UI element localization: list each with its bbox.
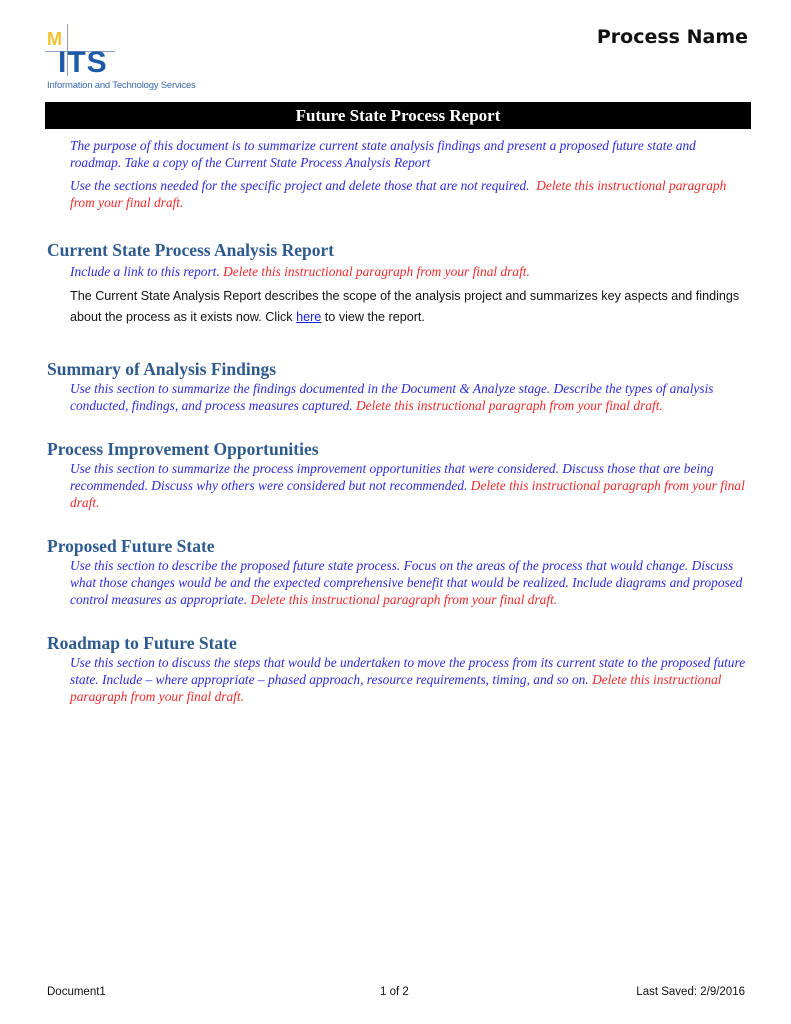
report-link[interactable]: here xyxy=(296,310,322,324)
logo-its: ITS xyxy=(58,46,108,79)
instruction-red: Delete this instructional paragraph from your final draft. xyxy=(70,672,722,704)
section-improvement-opportunities xyxy=(47,438,747,511)
its-logo xyxy=(45,24,215,94)
intro xyxy=(47,137,747,211)
section-heading: Roadmap to Future State xyxy=(47,633,237,653)
section-proposed-future-state xyxy=(47,535,747,608)
section-heading: Proposed Future State xyxy=(47,536,215,556)
instruction-blue: Use this section to summarize the findings documented in the Document & Analyze stage. Describe the types of analysis conducted, findings, and process measures captured. xyxy=(70,381,714,413)
section-instruction xyxy=(70,654,747,705)
section-instruction xyxy=(70,557,747,608)
footer-last-saved: Last Saved: 2/9/2016 xyxy=(636,986,745,998)
instruction-red: Delete this instructional paragraph from your final draft. xyxy=(223,264,530,279)
body-text: The Current State Analysis Report describes the scope of the analysis project and summarizes key aspects and findings about the process as it exists now. Click xyxy=(70,289,740,324)
section-heading: Summary of Analysis Findings xyxy=(47,359,277,379)
footer-page-number: 1 of 2 xyxy=(380,986,409,998)
section-heading: Current State Process Analysis Report xyxy=(47,240,335,260)
process-name: Process Name xyxy=(596,26,748,48)
footer-document-name: Document1 xyxy=(47,986,106,998)
logo-subtitle: Information and Technology Services xyxy=(47,80,196,91)
instruction-blue: Use this section to discuss the steps that would be undertaken to move the process from its current state to the proposed future state. Include – where appropriate – phased approach, resource requirements, timing, and so on. xyxy=(70,655,746,687)
section-instruction xyxy=(70,263,747,280)
instruction-red: Delete this instructional paragraph from your final draft. xyxy=(70,178,727,210)
instruction-blue: Use this section to summarize the process improvement opportunities that were considered. Discuss those that are being recommended. Discuss why others were considered but not recommended. xyxy=(70,461,714,493)
section-summary-findings xyxy=(47,358,747,414)
section-roadmap xyxy=(47,632,747,705)
intro-paragraph: The purpose of this document is to summarize current state analysis findings and present a proposed future state and roadmap. Take a copy of the Current State Process Analysis Report xyxy=(70,138,696,170)
section-heading: Process Improvement Opportunities xyxy=(47,439,319,459)
instruction-blue: Use this section to describe the proposed future state process. Focus on the areas of the process that would change. Discuss what those changes would be and the expected comprehensive benefit that would be realized. Include diagrams and proposed control measures as appropriate. xyxy=(70,558,743,607)
body-text: to view the report. xyxy=(321,310,425,324)
intro-instruction xyxy=(70,177,747,211)
report-title-banner: Future State Process Report xyxy=(45,102,751,129)
instruction-red: Delete this instructional paragraph from your final draft. xyxy=(250,592,558,607)
section-instruction xyxy=(70,380,747,414)
instruction-blue: Include a link to this report. xyxy=(70,264,220,279)
instruction-blue: Use the sections needed for the specific project and delete those that are not required. xyxy=(70,178,530,193)
instruction-red: Delete this instructional paragraph from your final draft. xyxy=(356,398,663,413)
instruction-red: Delete this instructional paragraph from your final draft. xyxy=(70,478,745,510)
document-body xyxy=(47,137,747,705)
logo-m: M xyxy=(47,29,61,49)
section-current-state xyxy=(47,239,747,328)
section-instruction xyxy=(70,460,747,511)
section-body xyxy=(70,286,747,328)
